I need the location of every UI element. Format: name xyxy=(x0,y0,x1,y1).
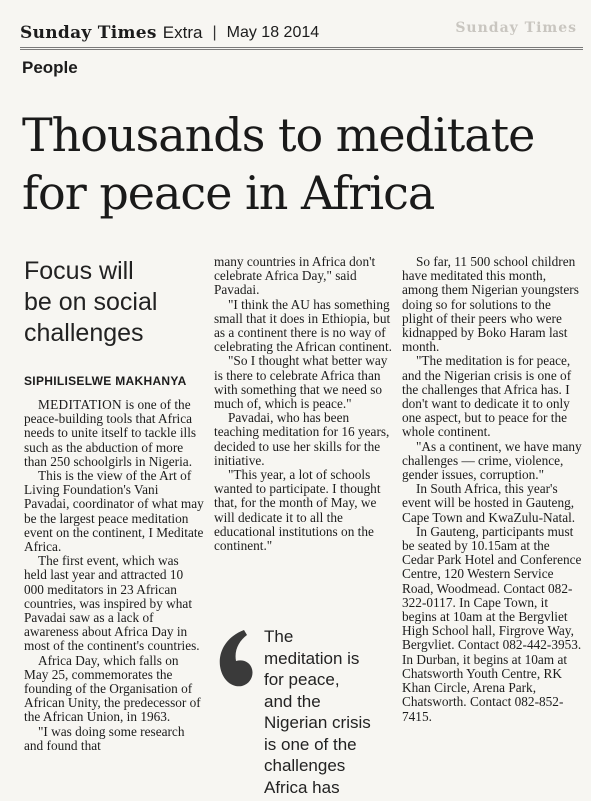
pull-quote-line: and the xyxy=(264,691,321,711)
article-column-3 xyxy=(402,255,582,724)
deck-line: be on social xyxy=(24,288,158,316)
article-column-2 xyxy=(214,255,392,553)
paragraph: "As a continent, we have many challenges — crime, violence, gender issues, corruption." xyxy=(402,438,582,483)
article-column-1 xyxy=(24,398,204,753)
pull-quote-line: for peace, xyxy=(264,670,340,689)
paragraph: Pavadai, who has been teaching meditation for 16 years, decided to use her skills for the initiative. xyxy=(214,410,390,468)
paragraph-text: is one of the peace-building tools that Africa needs to unite itself to tackle ills such as the abduction of more than 250 schoolgirls in Nigeria. xyxy=(24,397,197,469)
paragraph: This is the view of the Art of Living Foundation's Vani Pavadai, coordinator of what may be the largest peace meditation event on the continent, I Meditate Africa. xyxy=(24,468,204,555)
pull-quote-line: Africa has xyxy=(264,777,340,797)
paragraph: "I was doing some research and found that xyxy=(24,723,185,753)
pull-quote-line: The xyxy=(264,627,294,646)
paragraph: "This year, a lot of schools wanted to participate. I thought that, for the month of May, we will dedicate it to all the educational institutions on the continent." xyxy=(214,467,381,554)
lead-word: MEDITATION xyxy=(38,397,122,412)
paragraph: The first event, which was held last year and attracted 10 000 meditators in 23 African countries, was inspired by what Pavadai saw as a lack of awareness about Africa Day in most of the continent's countries. xyxy=(24,553,200,654)
masthead xyxy=(20,18,577,48)
paragraph: "So I thought what better way is there to celebrate Africa than with something that we need so much of, which is peace." xyxy=(214,353,388,412)
deck-line: challenges xyxy=(24,319,144,347)
paragraph: In Gauteng, participants must be seated by 10.15am at the Cedar Park Hotel and Conference Centre, 120 Western Service Road, Woodmead. Contact 082-322-0117. In Cape Town, it begins at 10am at the Bergvliet High School hall, Firgrove Way, Bergvliet. Contact 082-442-3953. In Durban, it begins at 10am at Chatsworth Youth Centre, RK Khan Circle, Arena Park, Chatsworth. Contact 082-852-7415. xyxy=(402,523,582,724)
paragraph: "I think the AU has something small that it does in Ethiopia, but as a continent there is no way of celebrating the African continent. xyxy=(214,296,392,355)
paragraph: So far, 11 500 school children have meditated this month, among them Nigerian youngsters doing so for solutions to the plight of their peers who were kidnapped by Boko Haram last month. xyxy=(402,254,579,355)
masthead-rule xyxy=(20,47,583,50)
pull-quote-line: meditation is xyxy=(264,648,360,668)
deck xyxy=(24,256,204,349)
byline: SIPHILISELWE MAKHANYA xyxy=(24,374,187,388)
pull-quote-line: is one of the xyxy=(264,734,357,754)
masthead-separator: | xyxy=(212,24,217,41)
paragraph: Africa Day, which falls on May 25, commemorates the founding of the Organisation of African Unity, the predecessor of the African Union, in 1963. xyxy=(24,652,201,725)
pull-quote-line: challenges xyxy=(264,756,346,775)
paragraph: many countries in Africa don't celebrate Africa Day," said Pavadai. xyxy=(214,254,376,298)
edition-label: Extra xyxy=(162,23,203,42)
section-label: People xyxy=(22,58,78,77)
paragraph xyxy=(24,398,204,469)
pull-quote xyxy=(214,626,394,797)
headline-line-1: Thousands to meditate xyxy=(22,108,535,162)
bleedthrough-title: Sunday Times xyxy=(455,20,577,36)
paragraph: "The meditation is for peace, and the Nigerian crisis is one of the challenges that Africa has. I don't want to dedicate it to only one aspect, but to peace for the whole continent. xyxy=(402,353,572,440)
paragraph: In South Africa, this year's event will be hosted in Gauteng, Cape Town and KwaZulu-Natal. xyxy=(402,481,576,525)
pull-quote-text xyxy=(264,626,394,798)
issue-date: May 18 2014 xyxy=(226,24,320,41)
headline xyxy=(22,106,582,222)
newspaper-title: Sunday Times xyxy=(20,23,157,43)
pull-quote-line: Nigerian crisis xyxy=(264,713,371,732)
headline-line-2: for peace in Africa xyxy=(22,166,435,220)
quote-mark-icon xyxy=(214,626,256,696)
deck-line: Focus will xyxy=(24,257,134,285)
